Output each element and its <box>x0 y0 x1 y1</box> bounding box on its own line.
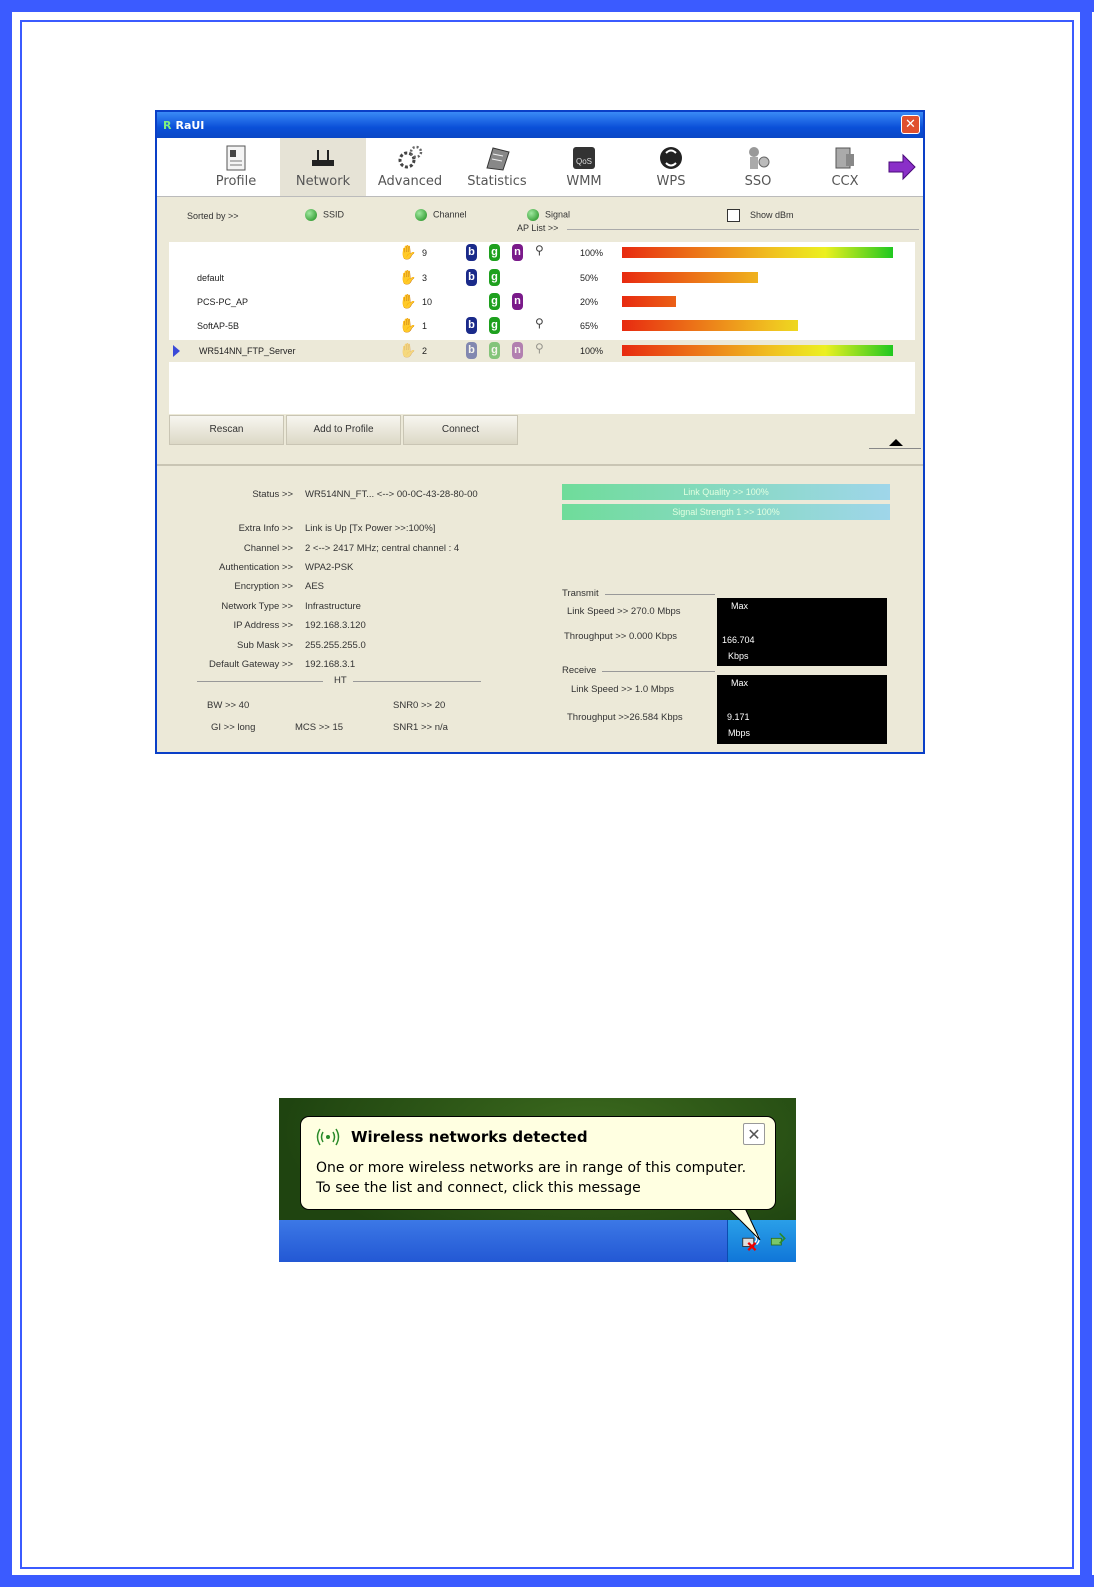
tab-statistics[interactable] <box>454 138 540 196</box>
ap-ssid: SoftAP-5B <box>197 321 240 331</box>
ap-channel: 3 <box>422 273 428 283</box>
corner-tl-v <box>0 0 12 42</box>
wmm-icon <box>570 144 598 172</box>
radio-signal-icon <box>527 209 539 221</box>
b-mode-icon: b <box>466 244 477 261</box>
balloon-close-button[interactable]: ✕ <box>743 1123 765 1145</box>
sort-channel-label: Channel <box>433 209 467 220</box>
tab-advanced-label: Advanced <box>377 174 443 189</box>
infrastructure-icon: ✋ <box>399 293 417 309</box>
status-value: 192.168.3.120 <box>305 620 366 631</box>
statistics-icon <box>483 144 511 172</box>
sort-ssid-label: SSID <box>323 209 345 220</box>
ap-signal-percent: 20% <box>580 297 599 307</box>
checkbox-icon <box>727 209 740 222</box>
collapse-up-icon <box>889 439 903 446</box>
ap-ssid: WR514NN_FTP_Server <box>199 346 296 356</box>
b-mode-icon: b <box>466 317 477 334</box>
transmit-label: Transmit <box>562 588 599 599</box>
ap-signal-bar <box>622 272 758 283</box>
n-mode-icon: n <box>512 244 523 261</box>
show-dbm-label: Show dBm <box>750 209 794 220</box>
status-label: Status >> <box>252 489 293 500</box>
rx-throughput: Throughput >>26.584 Kbps <box>567 712 683 723</box>
g-mode-icon: g <box>489 269 500 286</box>
infrastructure-icon: ✋ <box>399 317 417 333</box>
tab-wps-label: WPS <box>656 174 686 189</box>
tab-sso-label: SSO <box>744 174 772 189</box>
tx-graph-value: 166.704 <box>722 635 755 645</box>
wps-icon <box>657 144 685 172</box>
collapse-toggle[interactable] <box>869 448 921 461</box>
ap-list-divider <box>567 229 919 230</box>
ap-signal-bar <box>622 296 676 307</box>
rx-graph-unit: Mbps <box>728 728 751 738</box>
rx-link-speed: Link Speed >> 1.0 Mbps <box>571 684 674 695</box>
security-key-icon: ⚲ <box>535 341 544 355</box>
status-label: Default Gateway >> <box>209 659 293 670</box>
network-icon <box>309 144 337 172</box>
link-quality-bar: Link Quality >> 100% <box>562 484 890 500</box>
tab-sso[interactable] <box>715 138 801 196</box>
b-mode-icon: b <box>466 269 477 286</box>
balloon-message[interactable] <box>316 1158 746 1198</box>
ap-ssid: PCS-PC_AP <box>197 297 249 307</box>
ap-ssid: default <box>197 273 225 283</box>
sso-icon <box>744 144 772 172</box>
section-divider <box>157 464 923 466</box>
transmit-graph <box>717 598 887 666</box>
sort-row <box>157 207 923 233</box>
ap-channel: 9 <box>422 248 428 258</box>
gi-value: GI >> long <box>211 722 256 733</box>
ap-list-label: AP List >> <box>517 223 559 233</box>
status-value: WPA2-PSK <box>305 562 354 573</box>
sort-ssid-option[interactable] <box>305 209 344 221</box>
tab-network-label: Network <box>295 174 351 189</box>
page-frame-top <box>42 0 1038 12</box>
ap-signal-percent: 100% <box>580 346 604 356</box>
status-label: Channel >> <box>243 543 293 554</box>
connect-button[interactable]: Connect <box>403 415 518 445</box>
svg-text:QoS: QoS <box>575 157 593 166</box>
tab-statistics-label: Statistics <box>467 174 527 189</box>
g-mode-icon: g <box>489 244 500 261</box>
next-arrow-icon[interactable] <box>887 152 917 182</box>
raui-logo-icon: R <box>163 118 172 132</box>
tab-ccx-label: CCX <box>831 174 859 189</box>
ht-divider-left <box>197 681 323 682</box>
window-title: RaUI <box>175 118 205 132</box>
tx-throughput: Throughput >> 0.000 Kbps <box>564 631 678 642</box>
raui-window <box>155 110 925 754</box>
ap-row[interactable] <box>169 242 915 264</box>
ap-list <box>169 242 915 414</box>
n-mode-icon: n <box>512 293 523 310</box>
radio-channel-icon <box>415 209 427 221</box>
ap-row[interactable] <box>169 267 915 289</box>
tab-network[interactable] <box>280 138 366 196</box>
balloon-pointer <box>724 1206 764 1246</box>
taskbar <box>279 1220 796 1262</box>
status-label: Sub Mask >> <box>237 640 293 651</box>
ap-row[interactable] <box>169 291 915 313</box>
tx-graph-unit: Kbps <box>728 651 749 661</box>
status-value: Infrastructure <box>305 601 361 612</box>
xp-desktop-crop <box>279 1098 796 1262</box>
close-button[interactable]: ✕ <box>901 115 920 134</box>
corner-tr-v <box>1080 0 1092 42</box>
wireless-networks-balloon[interactable] <box>300 1116 776 1210</box>
status-label: IP Address >> <box>233 620 293 631</box>
infrastructure-icon: ✋ <box>399 244 417 260</box>
page-frame-left <box>0 42 12 1545</box>
infrastructure-icon: ✋ <box>399 342 417 358</box>
ap-signal-bar <box>622 320 798 331</box>
sort-signal-option[interactable] <box>527 209 570 221</box>
transmit-divider <box>605 594 715 595</box>
status-value: AES <box>305 581 325 592</box>
signal-strength-bar: Signal Strength 1 >> 100% <box>562 504 890 520</box>
add-to-profile-button[interactable]: Add to Profile <box>286 415 401 445</box>
tab-profile-label: Profile <box>215 174 257 189</box>
sorted-by-label: Sorted by >> <box>187 211 239 221</box>
g-mode-icon: g <box>489 293 500 310</box>
wireless-antenna-icon <box>315 1128 341 1146</box>
tx-graph-max: Max <box>731 601 749 611</box>
ap-channel: 10 <box>422 297 433 307</box>
infrastructure-icon: ✋ <box>399 269 417 285</box>
status-label: Extra Info >> <box>238 523 293 534</box>
rescan-button[interactable]: Rescan <box>169 415 284 445</box>
ht-label: HT <box>334 675 347 686</box>
ap-channel: 1 <box>422 321 428 331</box>
ap-signal-percent: 65% <box>580 321 599 331</box>
sort-signal-label: Signal <box>545 209 571 220</box>
ap-signal-bar <box>622 247 893 258</box>
receive-divider <box>602 671 715 672</box>
ap-signal-percent: 100% <box>580 248 604 258</box>
status-label: Authentication >> <box>219 562 293 573</box>
security-key-icon: ⚲ <box>535 316 544 330</box>
balloon-title: Wireless networks detected <box>351 1128 588 1146</box>
tab-wmm[interactable] <box>541 138 627 196</box>
tab-ccx[interactable] <box>802 138 888 196</box>
tab-advanced[interactable] <box>367 138 453 196</box>
title-bar <box>157 112 923 138</box>
rx-graph-max: Max <box>731 678 749 688</box>
security-key-icon: ⚲ <box>535 243 544 257</box>
rx-graph-value: 9.171 <box>727 712 750 722</box>
tx-link-speed: Link Speed >> 270.0 Mbps <box>567 606 681 617</box>
status-value: 2 <--> 2417 MHz; central channel : 4 <box>305 543 460 554</box>
toolbar <box>157 138 923 197</box>
g-mode-icon: g <box>489 317 500 334</box>
ap-row[interactable] <box>169 340 915 362</box>
status-label: Encryption >> <box>234 581 293 592</box>
n-mode-icon: n <box>512 342 523 359</box>
ap-channel: 2 <box>422 346 428 356</box>
mcs-value: MCS >> 15 <box>295 722 344 733</box>
status-value: 192.168.3.1 <box>305 659 356 670</box>
profile-icon <box>222 144 250 172</box>
bw-value: BW >> 40 <box>207 700 250 711</box>
status-value: Link is Up [Tx Power >>:100%] <box>305 523 436 534</box>
snr1-value: SNR1 >> n/a <box>393 722 448 733</box>
radio-ssid-icon <box>305 209 317 221</box>
sort-channel-option[interactable] <box>415 209 467 221</box>
tab-wmm-label: WMM <box>566 174 602 189</box>
receive-graph <box>717 675 887 744</box>
advanced-icon <box>396 144 424 172</box>
ccx-icon <box>831 144 859 172</box>
g-mode-icon: g <box>489 342 500 359</box>
status-value: 255.255.255.0 <box>305 640 366 651</box>
page-frame-bottom <box>42 1575 1038 1587</box>
tab-wps[interactable] <box>628 138 714 196</box>
selected-row-arrow-icon <box>173 345 180 357</box>
ap-signal-percent: 50% <box>580 273 599 283</box>
receive-label: Receive <box>562 665 597 676</box>
tab-profile[interactable] <box>193 138 279 196</box>
ap-signal-bar <box>622 345 893 356</box>
status-value: WR514NN_FT... <--> 00-0C-43-28-80-00 <box>305 489 478 500</box>
ht-divider-right <box>353 681 481 682</box>
corner-bl-v <box>0 1545 12 1587</box>
ap-row[interactable] <box>169 315 915 337</box>
snr0-value: SNR0 >> 20 <box>393 700 446 711</box>
corner-br-v <box>1080 1545 1092 1587</box>
balloon-line-1: One or more wireless networks are in range of this computer. <box>316 1160 747 1176</box>
safely-remove-hardware-icon[interactable] <box>768 1230 788 1250</box>
b-mode-icon: b <box>466 342 477 359</box>
status-label: Network Type >> <box>221 601 293 612</box>
balloon-line-2: To see the list and connect, click this message <box>316 1180 641 1196</box>
show-dbm-checkbox[interactable] <box>727 209 794 222</box>
page-frame-right <box>1080 42 1092 1545</box>
